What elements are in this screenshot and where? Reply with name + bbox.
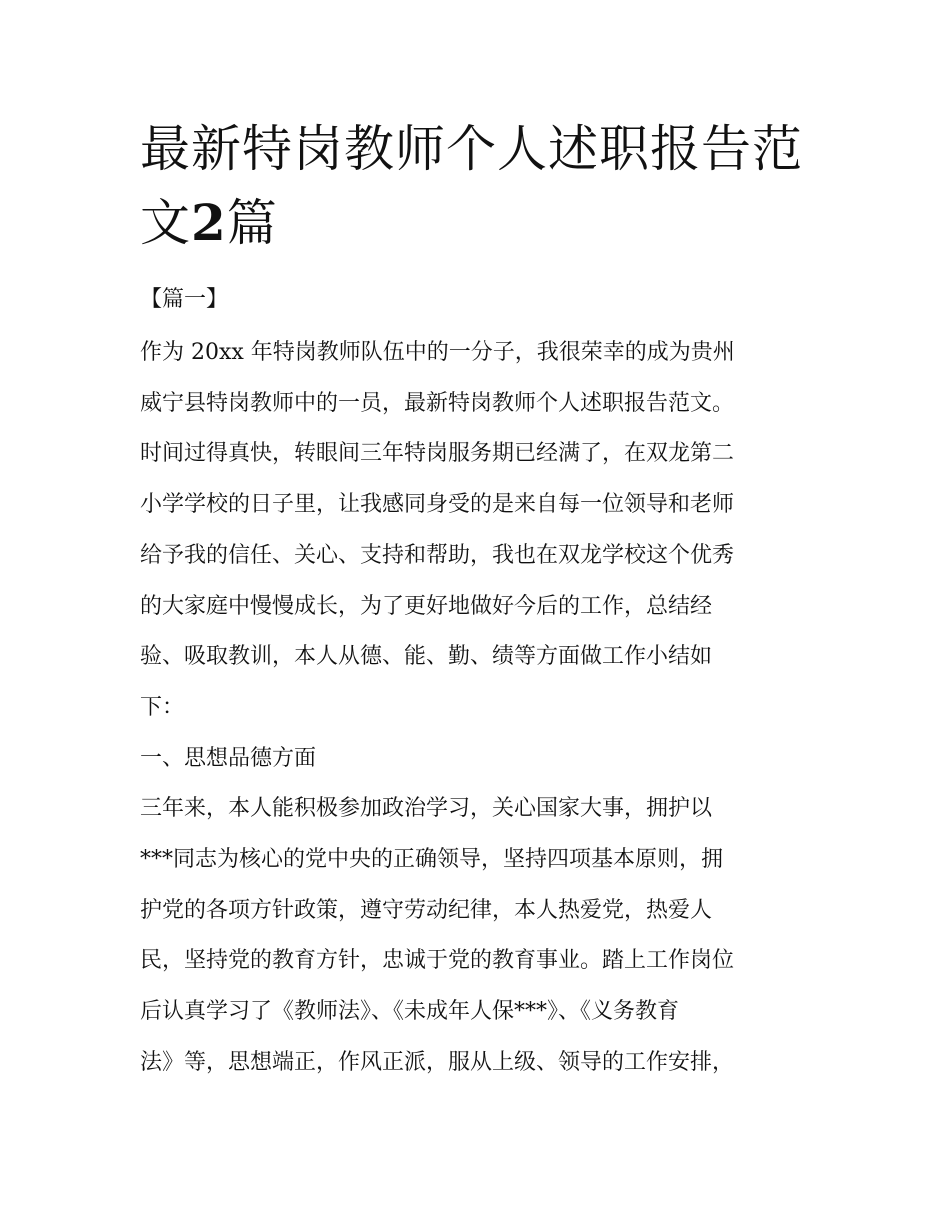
title-line-2-text-b: 篇: [226, 194, 278, 252]
section-label: 【篇一】: [140, 287, 229, 312]
text-line: 下：: [140, 694, 185, 720]
text-line: ***同志为核心的党中央的正确领导，坚持四项基本原则，拥: [140, 847, 724, 873]
text-line: 验、吸取教训，本人从德、能、勤、绩等方面做工作小结如: [140, 644, 713, 670]
title-line-2-text-a: 文: [140, 194, 191, 252]
title-line-1: 最新特岗教师个人述职报告范: [140, 120, 803, 178]
text-line: 作为 20xx 年特岗教师队伍中的一分子，我很荣幸的成为贵州: [140, 340, 735, 365]
text-line: 三年来，本人能积极参加政治学习，关心国家大事，拥护以: [140, 796, 713, 822]
text-line: 后认真学习了《教师法》、《未成年人保***》、《义务教育: [140, 999, 680, 1025]
text-line: 法》等，思想端正，作风正派，服从上级、领导的工作安排，: [140, 1049, 735, 1075]
text-line: 护党的各项方针政策，遵守劳动纪律，本人热爱党，热爱人: [140, 897, 713, 923]
section-heading: 一、思想品德方面: [140, 745, 317, 771]
text-line: 民，坚持党的教育方针，忠诚于党的教育事业。踏上工作岗位: [140, 948, 735, 974]
text-line: 的大家庭中慢慢成长，为了更好地做好今后的工作，总结经: [140, 593, 713, 619]
text-line: 给予我的信任、关心、支持和帮助，我也在双龙学校这个优秀: [140, 542, 735, 568]
body-text: [140, 328, 820, 1089]
document-title: [140, 112, 820, 260]
text-line: 时间过得真快，转眼间三年特岗服务期已经满了，在双龙第二: [140, 441, 735, 467]
title-line-2-number: 2: [191, 193, 227, 252]
text-line: 威宁县特岗教师中的一员，最新特岗教师个人述职报告范文。: [140, 390, 735, 416]
text-line: 小学学校的日子里，让我感同身受的是来自每一位领导和老师: [140, 492, 735, 518]
